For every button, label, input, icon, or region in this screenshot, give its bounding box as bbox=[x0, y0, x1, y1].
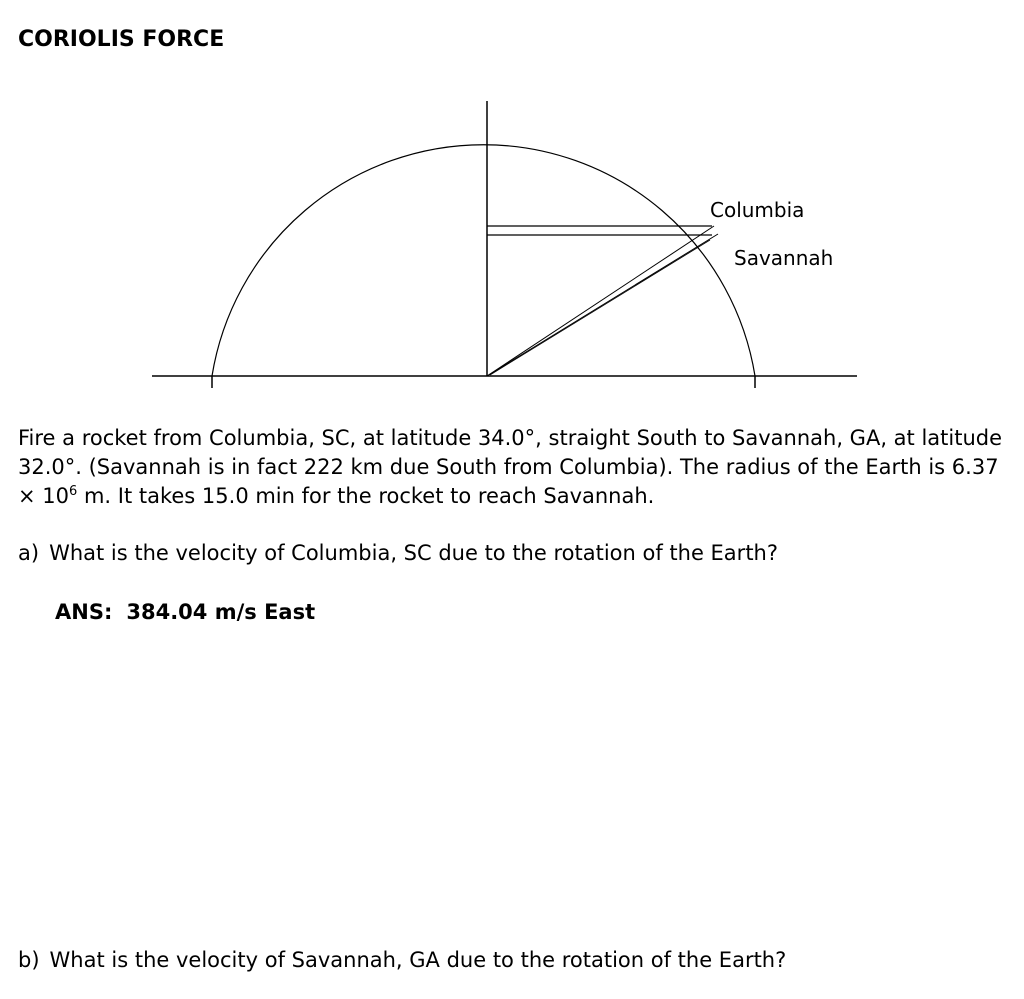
answer-a bbox=[55, 598, 315, 627]
question-a-letter: a) bbox=[18, 541, 40, 565]
savannah-label: Savannah bbox=[734, 246, 834, 270]
savannah-radius-inner bbox=[490, 240, 710, 375]
exponent: 6 bbox=[69, 484, 78, 499]
question-a-text: What is the velocity of Columbia, SC due to the rotation of the Earth? bbox=[49, 541, 779, 565]
problem-text-before: Fire a rocket from Columbia, SC, at latitude 34.0°, straight South to Savannah, GA, at latitude 32.0°. (Savannah is in fact 222 km due South from Columbia). The radius of the Earth is 6.37 × 10 bbox=[18, 426, 1003, 508]
problem-statement bbox=[18, 424, 1008, 511]
question-b-letter: b) bbox=[18, 948, 40, 972]
page-title: CORIOLIS FORCE bbox=[18, 27, 225, 52]
savannah-radius bbox=[487, 234, 718, 376]
columbia-label: Columbia bbox=[710, 198, 805, 222]
question-b-text: What is the velocity of Savannah, GA due to the rotation of the Earth? bbox=[49, 948, 787, 972]
problem-text-after: m. It takes 15.0 min for the rocket to reach Savannah. bbox=[77, 484, 655, 508]
answer-value: 384.04 m/s East bbox=[126, 600, 316, 624]
columbia-radius bbox=[487, 226, 714, 376]
earth-outline bbox=[212, 145, 755, 376]
answer-label: ANS: bbox=[55, 600, 113, 624]
question-b bbox=[18, 946, 786, 975]
earth-diagram bbox=[0, 0, 1024, 400]
question-a bbox=[18, 539, 778, 568]
